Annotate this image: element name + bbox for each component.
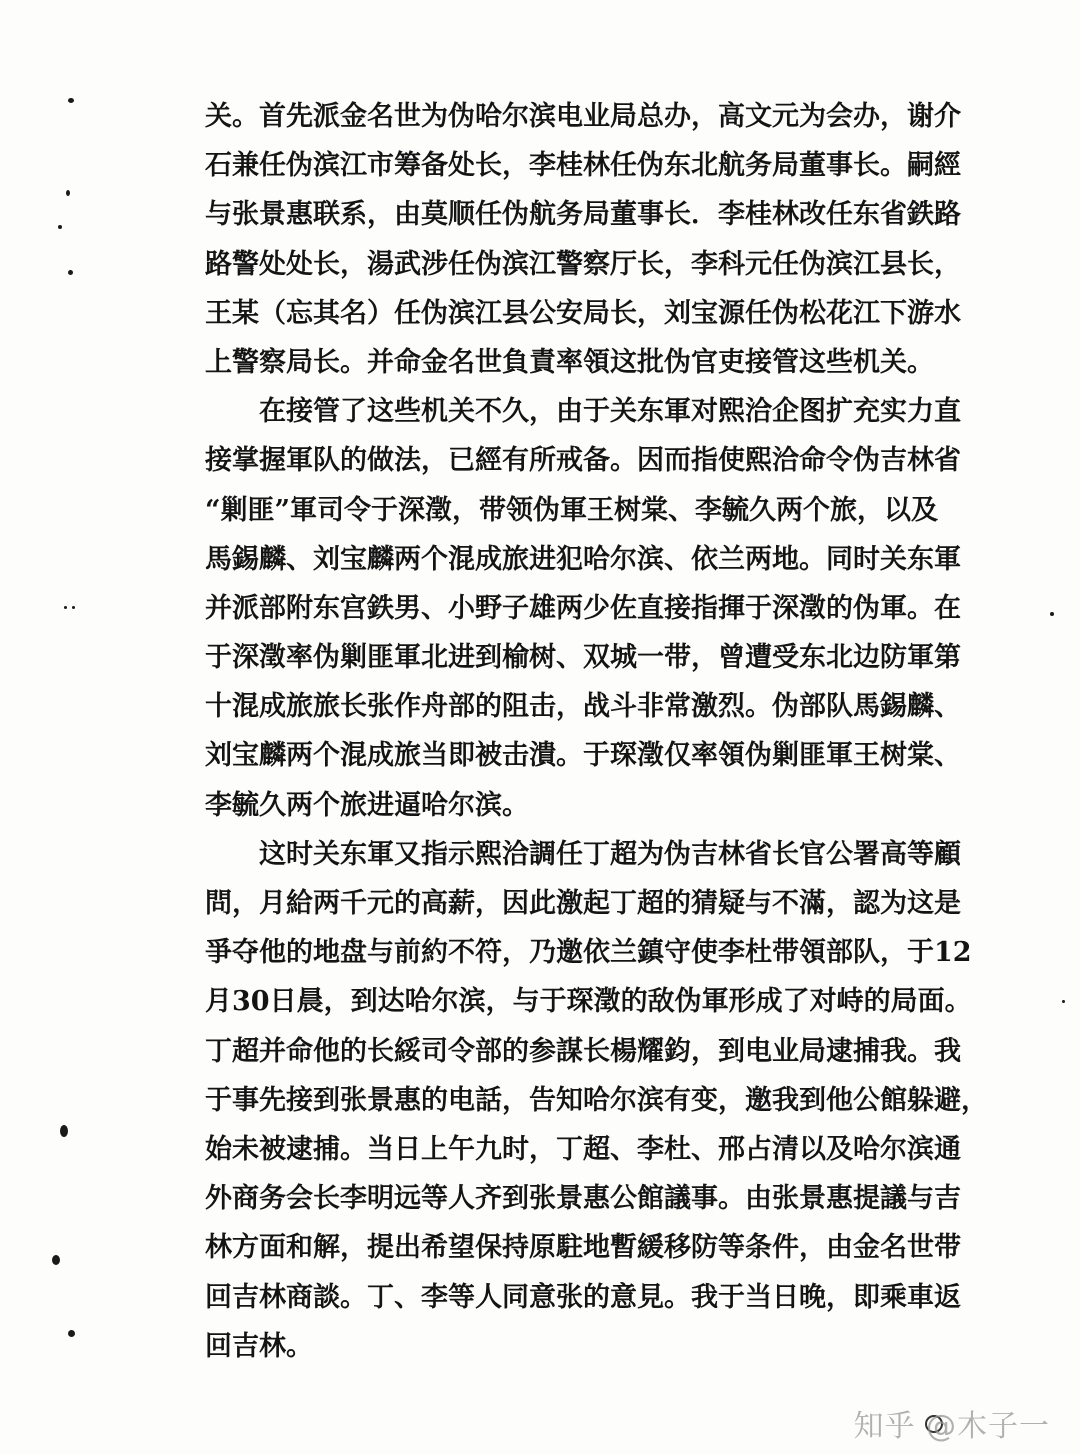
text-line: 回吉林商談。丁、李等人同意张的意見。我于当日晚，即乘車返: [205, 1281, 961, 1313]
text-line: 路警处处长，湯武涉任伪滨江警察厅长，李科元任伪滨江县长，: [205, 248, 961, 280]
scan-speck: [52, 1255, 60, 1265]
scan-speck: [60, 1125, 68, 1137]
scan-speck: [68, 98, 74, 103]
text-line: 刘宝麟两个混成旅当即被击潰。于琛澂仅率領伪剿匪軍王树棠、: [205, 740, 961, 772]
text-line: 上警察局长。并命金名世負責率領这批伪官吏接管这些机关。: [205, 346, 934, 378]
text-line: 于事先接到张景惠的电話，告知哈尔滨有变，邀我到他公館躲避，: [205, 1084, 988, 1116]
text-line: 关。首先派金名世为伪哈尔滨电业局总办，高文元为会办，谢介: [205, 101, 961, 132]
text-line: 外商务会长李明远等人齐到张景惠公館議事。由张景惠提議与吉: [205, 1183, 961, 1215]
text-line: 王某（忘其名）任伪滨江县公安局长，刘宝源任伪松花江下游水: [205, 297, 961, 329]
watermark-text: 知乎 @木子一: [853, 1409, 1050, 1444]
scan-speck: [68, 1330, 75, 1337]
scan-speck: [64, 606, 67, 609]
text-line: 在接管了这些机关不久，由于关东軍对熙洽企图扩充实力直: [205, 396, 961, 428]
text-line: 爭夺他的地盘与前約不符，乃邀依兰鎮守使李杜带領部队，于12: [205, 937, 972, 969]
scan-speck: [1062, 1000, 1065, 1003]
text-line: 丁超并命他的长綏司令部的参謀长楊耀鈞，到电业局逮捕我。我: [205, 1035, 961, 1067]
text-line: 石兼任伪滨江市筹备处长，李桂林任伪东北航务局董事长。嗣經: [205, 150, 961, 182]
scan-speck: [58, 225, 62, 229]
scan-speck: [68, 270, 73, 275]
text-line: 与张景惠联系，由莫顺任伪航务局董事长．李桂林改任东省鉄路: [205, 199, 961, 231]
text-line: 問，月給两千元的高薪，因此激起丁超的猜疑与不滿，認为这是: [205, 888, 961, 919]
text-line: 回吉林。: [205, 1330, 313, 1362]
text-line: 十混成旅旅长张作舟部的阻击，战斗非常激烈。伪部队馬錫麟、: [205, 691, 961, 723]
text-line: 并派部附东宫鉄男、小野子雄两少佐直接指揮于深澂的伪軍。在: [205, 592, 961, 624]
scan-speck: [72, 606, 75, 609]
text-line: 始未被逮捕。当日上午九时，丁超、李杜、邢占清以及哈尔滨通: [205, 1133, 961, 1165]
text-line: 林方面和解，提出希望保持原駐地暫緩移防等条件，由金名世带: [205, 1232, 961, 1264]
text-line: 月30日晨，到达哈尔滨，与于琛澂的敌伪軍形成了对峙的局面。: [205, 986, 972, 1018]
text-line: 李毓久两个旅进逼哈尔滨。: [205, 789, 529, 821]
scan-speck: [1050, 612, 1054, 616]
text-line: 于深澂率伪剿匪軍北进到榆树、双城一带，曾遭受东北边防軍第: [205, 642, 961, 674]
scan-speck: [66, 190, 70, 196]
text-line: 接掌握軍队的做法，已經有所戒备。因而指使熙洽命令伪吉林省: [205, 445, 961, 477]
text-line: “剿匪”軍司令于深澂，带领伪軍王树棠、李毓久两个旅，以及: [205, 494, 939, 526]
text-line: 这时关东軍又指示熙洽調任丁超为伪吉林省长官公署高等顧: [205, 838, 961, 870]
text-line: 馬錫麟、刘宝麟两个混成旅进犯哈尔滨、依兰两地。同时关东軍: [205, 543, 961, 575]
body-text: [205, 92, 1010, 1371]
